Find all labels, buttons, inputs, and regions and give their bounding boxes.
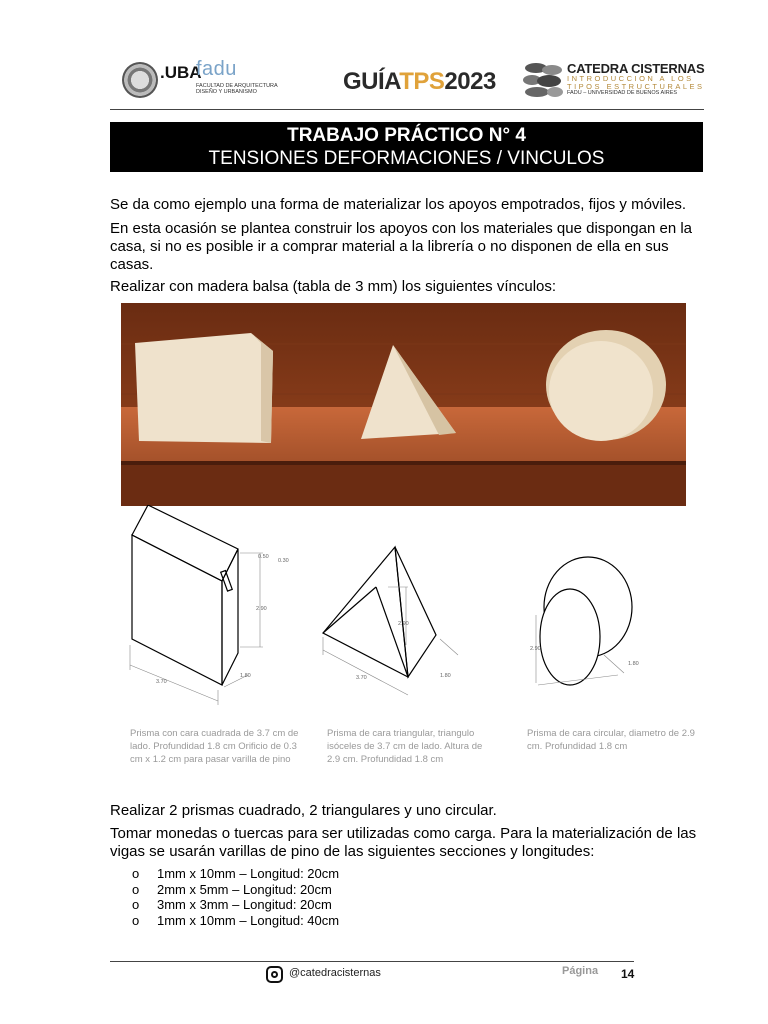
footer-divider [110,961,634,962]
instagram-handle[interactable]: @catedracisternas [289,967,381,979]
drawing-triangle-prism [323,547,436,677]
list-item-text: 1mm x 10mm – Longitud: 40cm [157,912,340,928]
list-bullet: o [132,866,140,881]
header-divider [110,109,704,110]
instagram-icon [266,966,283,983]
list-bullet: o [132,881,140,897]
dim-c-height: 2.90 [530,646,541,652]
guia-tps-logo [343,68,496,96]
catedra-university: FADU – UNIVERSIDAD DE BUENOS AIRES [567,90,678,96]
paragraph-5: Tomar monedas o tuercas para ser utilizadas como carga. Para la materialización de las vigas se usarán varillas de pino de las siguientes secciones y longitudes: [110,825,697,860]
fadu-logo-text: fadu [196,58,237,80]
page-label: Página [562,965,599,977]
fadu-subtitle: FACULTAD DE ARQUITECTURA DISEÑO Y URBANISMO [196,83,278,95]
paragraph-3: Realizar con madera balsa (tabla de 3 mm) los siguientes vínculos: [110,278,557,295]
caption-circle-prism: Prisma de cara circular, diametro de 2.9 cm. Profundidad 1.8 cm [527,728,695,752]
list-item-text: 2mm x 5mm – Longitud: 20cm [157,881,332,897]
title-line2: TENSIONES DEFORMACIONES / VINCULOS [208,148,605,169]
title-line1: TRABAJO PRÁCTICO N° 4 [287,125,526,146]
catedra-title: CATEDRA CISTERNAS [567,61,705,76]
dim-a-height: 2.90 [256,606,267,612]
guia-prefix: GUÍA [343,68,400,95]
catedra-sub-line2: TIPOS ESTRUCTURALES [567,82,705,91]
guia-year: 2023 [444,68,496,95]
list-item [132,913,339,929]
dim-a-top1: 0.50 [258,554,269,560]
uba-seal-logo [122,62,158,98]
catedra-sub-line1: INTRODUCCION A LOS [567,74,694,83]
drawing-square-prism [132,505,238,685]
dim-b-depth: 1.80 [440,673,451,679]
dim-a-depth: 1.80 [240,673,251,679]
list-bullet: o [132,897,140,912]
dim-a-width: 3.70 [156,679,167,685]
dim-b-height: 2.90 [398,621,409,627]
paragraph-1: Se da como ejemplo una forma de materializar los apoyos empotrados, fijos y móviles. [110,196,687,213]
caption-triangle-prism: Prisma de cara triangular, triangulo isóceles de 3.7 cm de lado. Altura de 2.9 cm. Profundidad 1.8 cm [327,728,483,765]
technical-drawings [118,505,718,720]
dim-c-depth: 1.80 [628,661,639,667]
drawing-circle-prism [540,557,632,685]
paragraph-2: En esta ocasión se plantea construir los apoyos con los materiales que dispongan en la casa, si no es posible ir a comprar material a la librería o no disponen de ella en sus casas. [110,220,693,273]
list-item [132,882,339,898]
catedra-stones-icon [522,60,564,100]
guia-tps: TPS [399,68,445,95]
list-bullet: o [132,912,140,928]
dimensions-list [132,866,339,928]
uba-logo-text: .UBA [160,63,202,82]
list-item [132,866,339,882]
dim-b-width: 3.70 [356,675,367,681]
caption-square-prism: Prisma con cara cuadrada de 3.7 cm de lado. Profundidad 1.8 cm Orificio de 0.3 cm x 1.2 cm para pasar varilla de pino [130,728,299,765]
dim-a-top2: 0.30 [278,558,289,564]
title-banner [110,122,703,172]
list-item-text: 1mm x 10mm – Longitud: 20cm [157,866,340,881]
paragraph-4: Realizar 2 prismas cuadrado, 2 triangulares y uno circular. [110,802,497,819]
page-number: 14 [621,967,635,981]
list-item [132,897,339,913]
catedra-subtitle [567,75,705,91]
list-item-text: 3mm x 3mm – Longitud: 20cm [157,897,332,912]
wood-supports-photo [121,303,686,506]
